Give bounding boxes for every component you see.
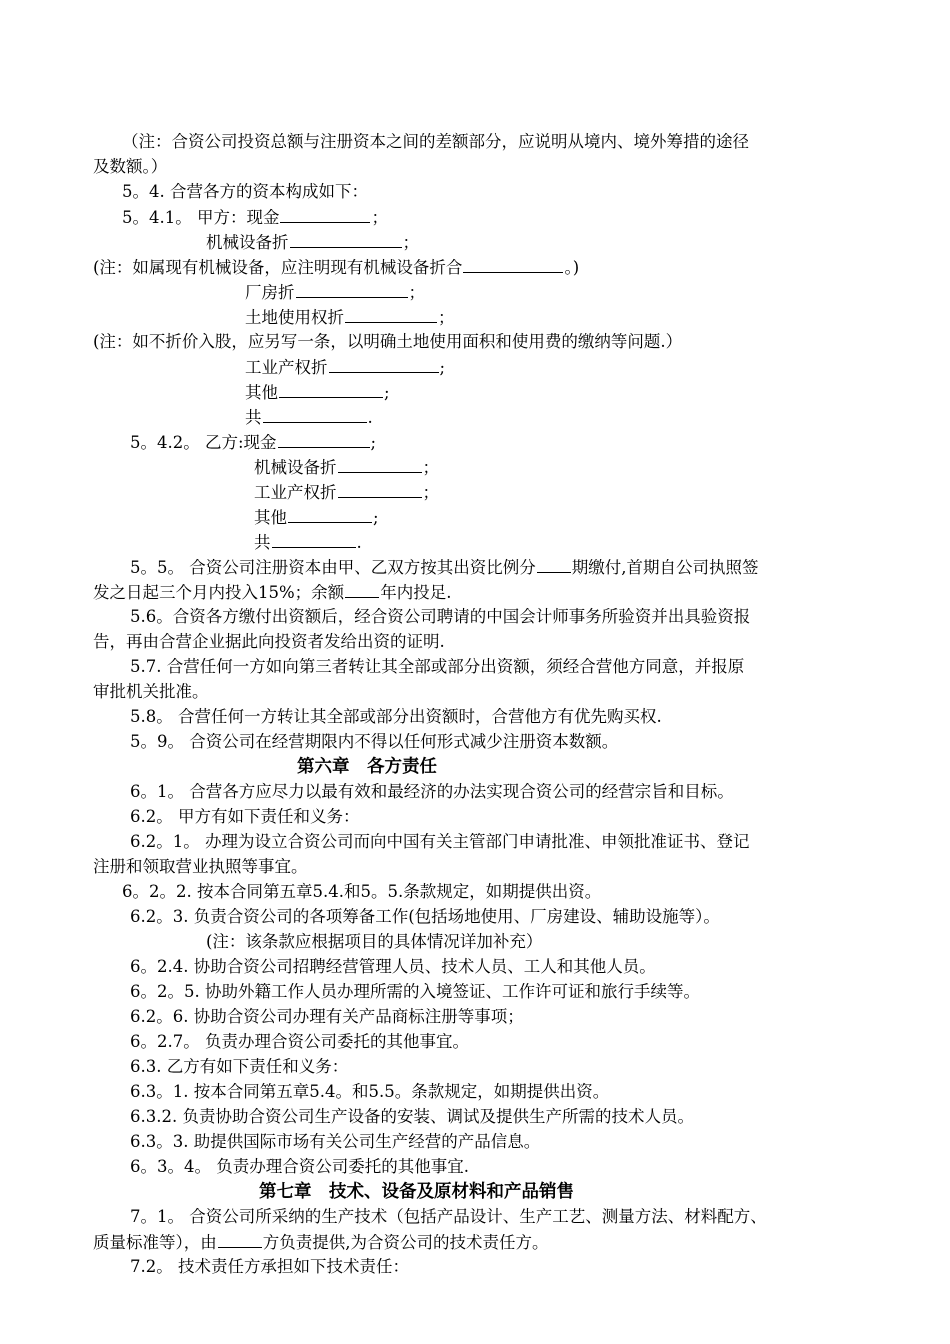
clause-6-1: 6。1。 合营各方应尽力以最有效和最经济的办法实现合资公司的经营宗旨和目标。 (130, 782, 734, 801)
party-a-total (245, 406, 373, 429)
clause-5-5 (130, 556, 759, 579)
clause-5-4-1 (122, 206, 388, 229)
party-a-land-use (245, 306, 455, 329)
clause-6-3-2: 6.3.2. 负责协助合资公司生产设备的安装、调试及提供生产所需的技术人员。 (130, 1107, 694, 1126)
clause-text: 其他 (254, 508, 287, 527)
clause-text: 5。4.1。 甲方：现金 (122, 208, 280, 227)
clause-text: ; (439, 358, 446, 377)
note-land: (注：如不折价入股，应另写一条，以明确土地使用面积和使用费的缴纳等问题.） (93, 332, 683, 351)
clause-text: 5。4.2。 乙方:现金 (130, 433, 277, 452)
clause-text: 土地使用权折 (245, 308, 344, 327)
clause-text: 其他 (245, 383, 278, 402)
clause-5-7-cont: 审批机关批准。 (93, 682, 209, 701)
party-a-machinery (206, 231, 419, 254)
fill-blank (218, 1231, 262, 1248)
fill-blank (537, 556, 571, 573)
party-b-ip (254, 481, 439, 504)
clause-6-3-3: 6.3。3. 助提供国际市场有关公司生产经营的产品信息。 (130, 1132, 541, 1151)
fill-blank (272, 531, 356, 548)
clause-text: 机械设备折 (206, 233, 289, 252)
clause-6-2-2: 6。2。2. 按本合同第五章5.4.和5。5.条款规定，如期提供出资。 (122, 882, 602, 901)
clause-text: ； (402, 233, 419, 252)
clause-text: 共 (245, 408, 262, 427)
fill-blank (463, 256, 563, 273)
note-investment-gap: （注：合资公司投资总额与注册资本之间的差额部分，应说明从境内、境外筹措的途径 (122, 132, 749, 151)
clause-5-6: 5.6。合资各方缴付出资额后，经合资公司聘请的中国会计师事务所验资并出具验资报 (130, 607, 751, 626)
clause-5-4-2 (130, 431, 376, 454)
party-b-total (254, 531, 362, 554)
clause-7-1-cont (93, 1231, 549, 1254)
clause-5-6-cont: 告，再由合营企业据此向投资者发给出资的证明. (93, 632, 445, 651)
note-machinery (93, 256, 579, 279)
clause-text: . (356, 533, 362, 552)
clause-text: 年内投足. (380, 583, 452, 602)
clause-7-1: 7。1。 合资公司所采纳的生产技术（包括产品设计、生产工艺、测量方法、材料配方、 (130, 1207, 767, 1226)
clause-6-2-4: 6。2.4. 协助合资公司招聘经营管理人员、技术人员、工人和其他人员。 (130, 957, 656, 976)
clause-6-2-1-cont: 注册和领取营业执照等事宜。 (93, 857, 308, 876)
fill-blank (296, 281, 408, 298)
fill-blank (345, 306, 437, 323)
clause-text: 工业产权折 (245, 358, 328, 377)
clause-text: 发之日起三个月内投入15%；余额 (93, 583, 345, 602)
clause-7-2: 7.2。 技术责任方承担如下技术责任： (130, 1257, 409, 1276)
clause-text: 厂房折 (245, 283, 295, 302)
party-a-plant (245, 281, 425, 304)
clause-5-9: 5。9。 合资公司在经营期限内不得以任何形式减少注册资本数额。 (130, 732, 619, 751)
clause-6-2-6: 6.2。6. 协助合资公司办理有关产品商标注册等事项； (130, 1007, 524, 1026)
clause-6-3-1: 6.3。1. 按本合同第五章5.4。和5.5。条款规定，如期提供出资。 (130, 1082, 610, 1101)
clause-6-3-4: 6。3。4。 负责办理合资公司委托的其他事宜. (130, 1157, 469, 1176)
fill-blank (279, 381, 383, 398)
fill-blank (329, 356, 439, 373)
clause-6-2-3: 6.2。3. 负责合资公司的各项筹备工作(包括场地使用、厂房建设、辅助设施等）。 (130, 907, 720, 926)
clause-text: ; (384, 383, 390, 402)
fill-blank (338, 456, 422, 473)
party-b-other (254, 506, 379, 529)
clause-text: ； (371, 208, 388, 227)
clause-6-2-5: 6。2。5. 协助外籍工作人员办理所需的入境签证、工作许可证和旅行手续等。 (130, 982, 700, 1001)
clause-text: 方负责提供,为合资公司的技术责任方。 (262, 1233, 549, 1252)
clause-5-7: 5.7. 合营任何一方如向第三者转让其全部或部分出资额，须经合营他方同意，并报原 (130, 657, 745, 676)
clause-5-4: 5。4. 合营各方的资本构成如下： (122, 182, 368, 201)
clause-text: 机械设备折 (254, 458, 337, 477)
clause-text: ； (408, 283, 425, 302)
clause-6-2-7: 6。2.7。 负责办理合资公司委托的其他事宜。 (130, 1032, 469, 1051)
clause-text: 质量标准等），由 (93, 1233, 217, 1252)
fill-blank (278, 431, 370, 448)
clause-6-3: 6.3. 乙方有如下责任和义务： (130, 1057, 349, 1076)
clause-text: 5。5。 合资公司注册资本由甲、乙双方按其出资比例分 (130, 558, 536, 577)
note-investment-gap-cont: 及数额。） (93, 157, 168, 176)
clause-text: 共 (254, 533, 271, 552)
fill-blank (280, 206, 370, 223)
clause-text: ； (438, 308, 455, 327)
fill-blank (345, 581, 379, 598)
fill-blank (288, 506, 372, 523)
clause-text: (注：如属现有机械设备，应注明现有机械设备折合 (93, 258, 463, 277)
party-b-machinery (254, 456, 439, 479)
clause-text: 期缴付,首期自公司执照签 (571, 558, 759, 577)
fill-blank (263, 406, 367, 423)
fill-blank (338, 481, 422, 498)
clause-text: 工业产权折 (254, 483, 337, 502)
clause-6-2-1: 6.2。1。 办理为设立合资公司而向中国有关主管部门申请批准、申领批准证书、登记 (130, 832, 750, 851)
party-a-other (245, 381, 390, 404)
clause-text: ； (422, 483, 439, 502)
party-a-ip (245, 356, 445, 379)
clause-text: ； (422, 458, 439, 477)
clause-text: ; (370, 433, 377, 452)
chapter-6-heading: 第六章 各方责任 (297, 757, 437, 777)
clause-6-2: 6.2。 甲方有如下责任和义务： (130, 807, 360, 826)
fill-blank (290, 231, 402, 248)
clause-5-8: 5.8。 合营任何一方转让其全部或部分出资额时，合营他方有优先购买权. (130, 707, 662, 726)
clause-5-5-cont (93, 581, 451, 604)
clause-text: ; (373, 508, 379, 527)
note-6-2-3: (注：该条款应根据项目的具体情况详加补充） (206, 932, 543, 951)
clause-text: . (367, 408, 373, 427)
clause-text: 。) (564, 258, 580, 277)
chapter-7-heading: 第七章 技术、设备及原材料和产品销售 (259, 1182, 574, 1202)
